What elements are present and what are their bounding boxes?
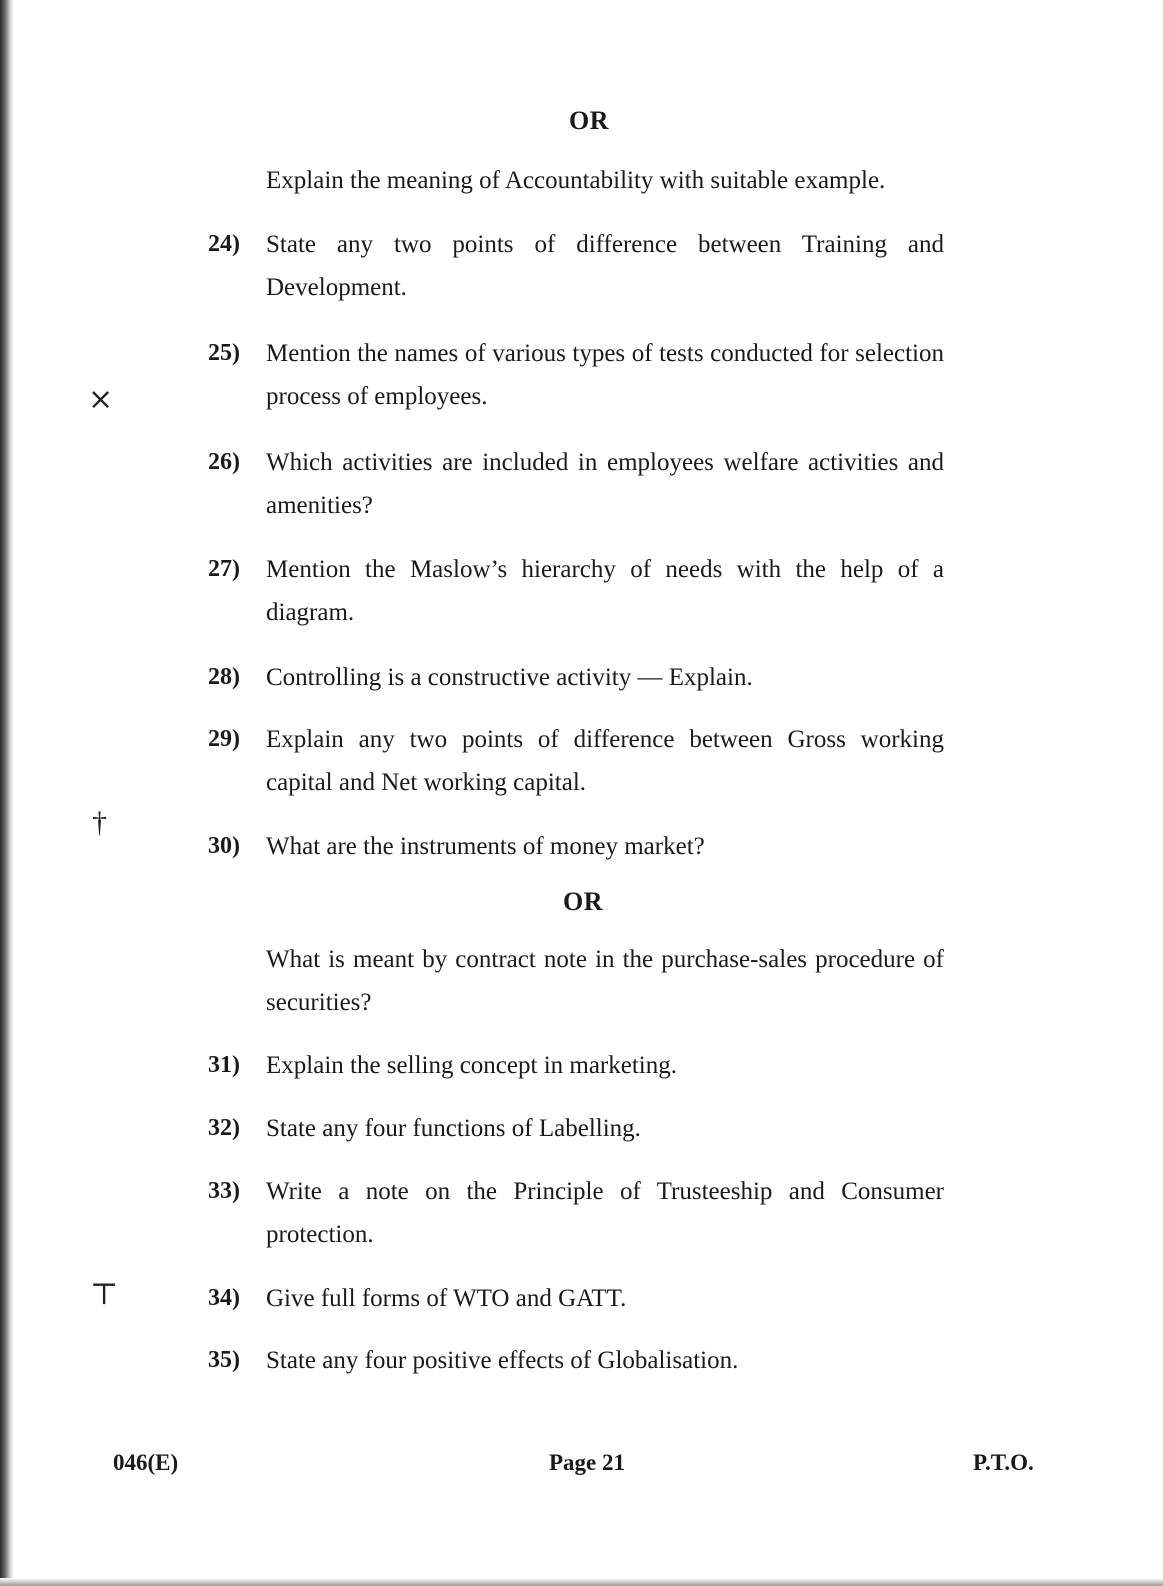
question-text: Explain the selling concept in marketing.	[266, 1052, 677, 1079]
question-number: 27)	[208, 556, 240, 582]
scan-mark: ⨯	[88, 383, 114, 416]
question-text: Give full forms of WTO and GATT.	[266, 1285, 627, 1312]
question-number: 26)	[208, 449, 240, 475]
question-text: Write a note on the Principle of Trusteeship and Consumer protection.	[266, 1178, 944, 1248]
page-number: Page 21	[549, 1450, 626, 1475]
or-separator: OR	[563, 887, 603, 916]
question-number: 29)	[208, 726, 240, 752]
question-number: 33)	[208, 1178, 240, 1204]
question-text: Controlling is a constructive activity — Explain.	[266, 664, 753, 691]
question-number: 35)	[208, 1347, 240, 1373]
question-text: Mention the names of various types of tests conducted for selection process of employees.	[266, 340, 944, 410]
question-number: 28)	[208, 664, 240, 690]
question-30-alternative: What is meant by contract note in the purchase-sales procedure of securities?	[266, 946, 944, 1016]
question-number: 31)	[208, 1052, 240, 1078]
question-number: 25)	[208, 340, 240, 366]
question-number: 34)	[208, 1285, 240, 1311]
question-text: State any four functions of Labelling.	[266, 1115, 641, 1142]
question-text: Which activities are included in employees welfare activities and amenities?	[266, 449, 944, 519]
please-turn-over: P.T.O.	[973, 1450, 1034, 1475]
question-text: What are the instruments of money market?	[266, 833, 705, 860]
question-23-alternative: Explain the meaning of Accountability with suitable example.	[266, 167, 886, 194]
question-number: 30)	[208, 833, 240, 859]
question-text: State any four positive effects of Globalisation.	[266, 1347, 739, 1374]
paper-code: 046(E)	[113, 1450, 179, 1475]
scan-mark: ⊤	[90, 1278, 119, 1311]
question-text: State any two points of difference between Training and Development.	[266, 231, 944, 301]
question-number: 32)	[208, 1115, 240, 1141]
or-separator: OR	[569, 106, 609, 135]
question-number: 24)	[208, 231, 240, 257]
scan-bottom-edge	[0, 1578, 1163, 1586]
question-text: Explain any two points of difference between Gross working capital and Net working capital.	[266, 726, 944, 796]
scan-left-edge	[0, 0, 14, 1586]
question-text: Mention the Maslow’s hierarchy of needs with the help of a diagram.	[266, 556, 944, 626]
scan-mark: †	[92, 806, 107, 839]
